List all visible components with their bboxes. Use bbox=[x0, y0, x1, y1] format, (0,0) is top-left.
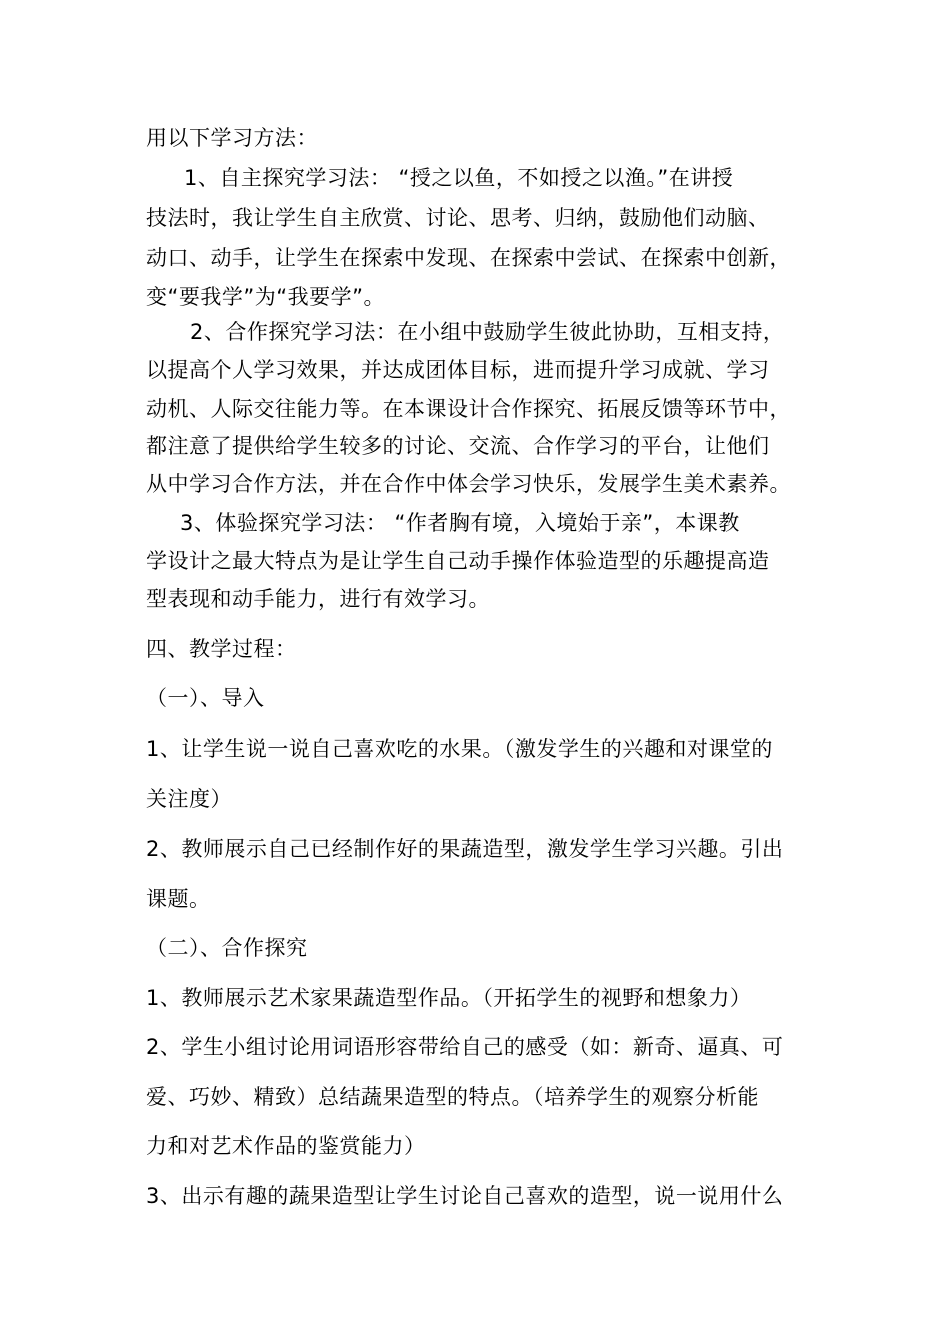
text-line: 力和对艺术作品的鉴赏能力） bbox=[146, 1134, 426, 1158]
text-line: 以提高个人学习效果，并达成团体目标，进而提升学习成就、学习 bbox=[146, 358, 770, 382]
text-line: 学设计之最大特点为是让学生自己动手操作体验造型的乐趣提高造 bbox=[146, 549, 770, 573]
text-line: 3、体验探究学习法： “作者胸有境，入境始于亲”，本课教 bbox=[180, 511, 740, 535]
text-line: 1、让学生说一说自己喜欢吃的水果。（激发学生的兴趣和对课堂的 bbox=[146, 737, 773, 761]
subsection-heading: （二）、合作探究 bbox=[146, 936, 308, 960]
text-line: 2、合作探究学习法：在小组中鼓励学生彼此协助，互相支持， bbox=[190, 320, 785, 344]
text-line: 2、教师展示自己已经制作好的果蔬造型，激发学生学习兴趣。引出 bbox=[146, 837, 784, 861]
text-line: 1、教师展示艺术家果蔬造型作品。（开拓学生的视野和想象力） bbox=[146, 986, 752, 1010]
text-line: 1、自主探究学习法： “授之以鱼，不如授之以渔。”在讲授 bbox=[184, 166, 734, 190]
text-line: 关注度） bbox=[146, 787, 232, 811]
text-line: 动机、人际交往能力等。在本课设计合作探究、拓展反馈等环节中， bbox=[146, 397, 791, 421]
text-line: 3、出示有趣的蔬果造型让学生讨论自己喜欢的造型，说一说用什么 bbox=[146, 1184, 784, 1208]
text-line: 都注意了提供给学生较多的讨论、交流、合作学习的平台，让他们 bbox=[146, 434, 770, 458]
text-line: 爱、巧妙、精致）总结蔬果造型的特点。（培养学生的观察分析能 bbox=[146, 1085, 759, 1109]
text-line: 从中学习合作方法，并在合作中体会学习快乐，发展学生美术素养。 bbox=[146, 472, 791, 496]
text-line: 课题。 bbox=[146, 887, 211, 911]
text-line: 用以下学习方法： bbox=[146, 126, 318, 150]
section-heading: 四、教学过程： bbox=[146, 637, 297, 661]
text-line: 变“要我学”为“我要学”。 bbox=[146, 285, 386, 309]
text-line: 动口、动手，让学生在探索中发现、在探索中尝试、在探索中创新， bbox=[146, 246, 791, 270]
text-line: 型表现和动手能力，进行有效学习。 bbox=[146, 587, 490, 611]
subsection-heading: （一）、导入 bbox=[146, 686, 265, 710]
text-line: 技法时，我让学生自主欣赏、讨论、思考、归纳，鼓励他们动脑、 bbox=[146, 206, 770, 230]
text-line: 2、学生小组讨论用词语形容带给自己的感受（如：新奇、逼真、可 bbox=[146, 1035, 784, 1059]
